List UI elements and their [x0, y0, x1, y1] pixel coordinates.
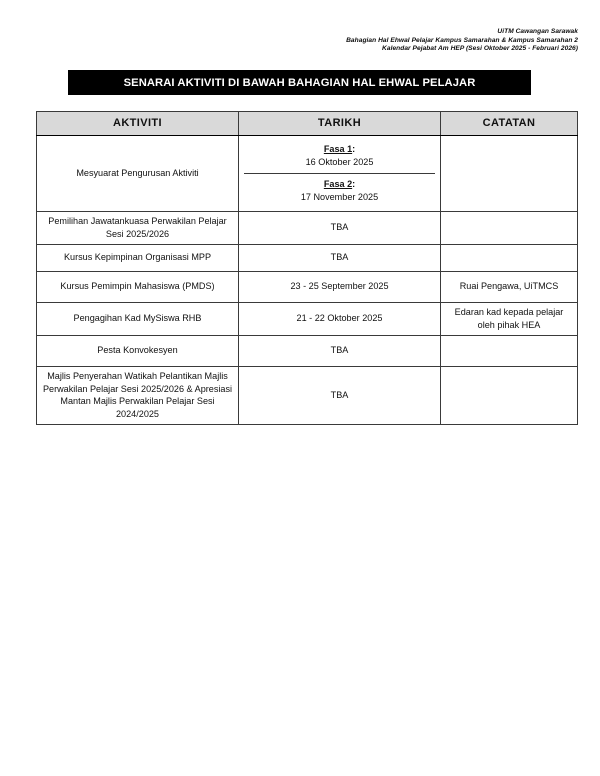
- cell-note: Ruai Pengawa, UiTMCS: [441, 271, 578, 302]
- header-line-calendar-session: Kalendar Pejabat Am HEP (Sesi Oktober 2025 - Februari 2026): [382, 45, 578, 53]
- cell-activity: Mesyuarat Pengurusan Aktiviti: [37, 136, 239, 212]
- banner-title-text: SENARAI AKTIVITI DI BAWAH BAHAGIAN HAL EHWAL PELAJAR: [123, 76, 476, 89]
- phase-label-1-suffix: :: [352, 143, 356, 154]
- cell-date: TBA: [239, 366, 441, 425]
- phase-label-2-suffix: :: [352, 178, 356, 189]
- cell-activity: Majlis Penyerahan Watikah Pelantikan Majlis Perwakilan Pelajar Sesi 2025/2026 & Apresiasi Mantan Majlis Perwakilan Pelajar Sesi 2024/2025: [37, 366, 239, 425]
- phase-row: [244, 174, 435, 209]
- phase-label-1: [324, 143, 355, 156]
- title-banner: [68, 70, 531, 95]
- document-header: [346, 28, 578, 54]
- table-header-row: [37, 112, 578, 136]
- table-row: [37, 136, 578, 212]
- cell-activity: Kursus Kepimpinan Organisasi MPP: [37, 244, 239, 271]
- phase-label-2-text: Fasa 2: [323, 178, 353, 189]
- cell-date: TBA: [239, 212, 441, 245]
- cell-note: [441, 244, 578, 271]
- schedule-table-container: [36, 111, 577, 425]
- schedule-table: [36, 111, 578, 425]
- cell-note: [441, 212, 578, 245]
- column-header-note: CATATAN: [441, 112, 578, 136]
- table-row: [37, 335, 578, 366]
- header-line-organisation: UiTM Cawangan Sarawak: [497, 28, 578, 35]
- cell-date-phases: [239, 136, 441, 212]
- cell-date: 23 - 25 September 2025: [239, 271, 441, 302]
- cell-note: [441, 335, 578, 366]
- phase-date-1: 16 Oktober 2025: [305, 157, 374, 167]
- phase-label-1-text: Fasa 1: [323, 143, 353, 154]
- header-line-department: Bahagian Hal Ehwal Pelajar Kampus Samarahan & Kampus Samarahan 2: [346, 36, 578, 44]
- table-row: [37, 302, 578, 335]
- cell-date: 21 - 22 Oktober 2025: [239, 302, 441, 335]
- table-row: [37, 271, 578, 302]
- phase-cell-2: [244, 174, 435, 209]
- phase-date-2: 17 November 2025: [300, 192, 379, 202]
- cell-activity: Pengagihan Kad MySiswa RHB: [37, 302, 239, 335]
- table-row: [37, 212, 578, 245]
- column-header-activity: AKTIVITI: [37, 112, 239, 136]
- cell-note: [441, 366, 578, 425]
- cell-date: TBA: [239, 244, 441, 271]
- cell-date: TBA: [239, 335, 441, 366]
- cell-activity: Pesta Konvokesyen: [37, 335, 239, 366]
- cell-note: Edaran kad kepada pelajar oleh pihak HEA: [441, 302, 578, 335]
- phase-subtable: [244, 139, 435, 208]
- phase-label-2: [324, 178, 355, 191]
- cell-note: [441, 136, 578, 212]
- cell-activity: Pemilihan Jawatankuasa Perwakilan Pelajar Sesi 2025/2026: [37, 212, 239, 245]
- table-row: [37, 244, 578, 271]
- cell-activity: Kursus Pemimpin Mahasiswa (PMDS): [37, 271, 239, 302]
- table-row: [37, 366, 578, 425]
- phase-row: [244, 139, 435, 174]
- column-header-date: TARIKH: [239, 112, 441, 136]
- phase-cell-1: [244, 139, 435, 174]
